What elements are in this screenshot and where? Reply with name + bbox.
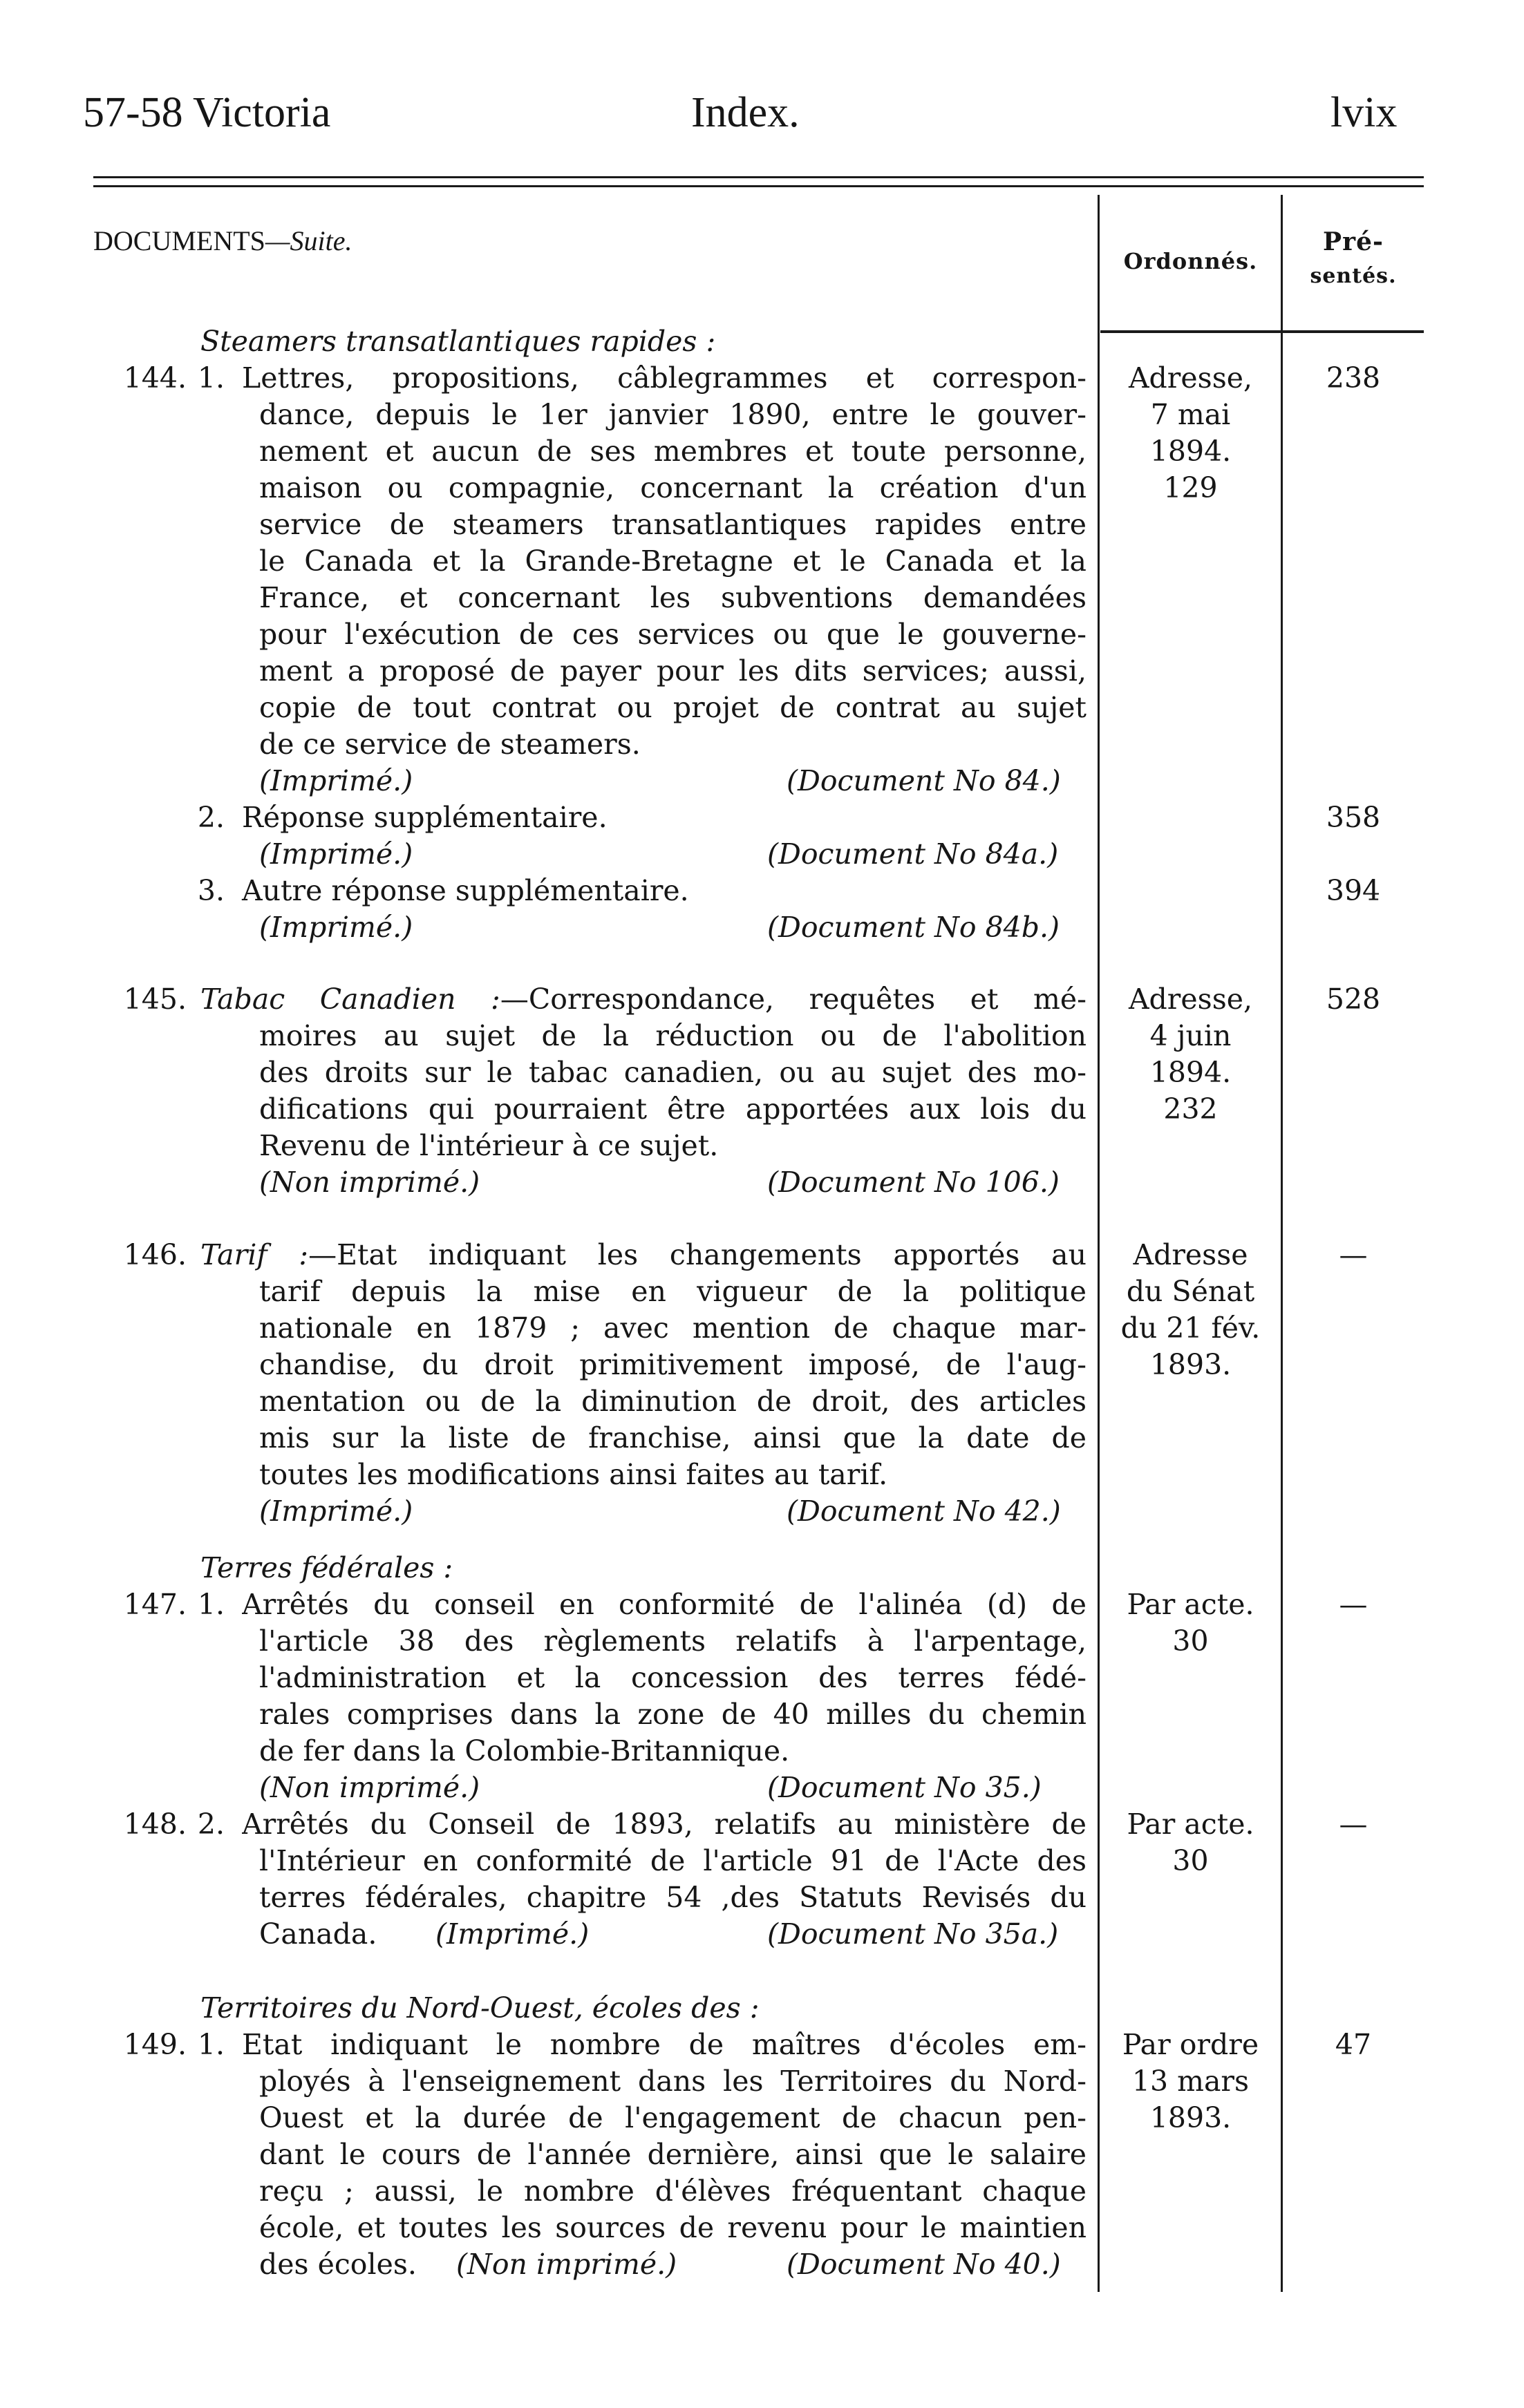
presentes-value: 47 <box>1335 2028 1372 2061</box>
entry-line: des écoles. <box>259 2248 417 2281</box>
entry-line: Revenu de l'intérieur à ce sujet. <box>259 1129 719 1162</box>
entry-line: le Canada et la Grande-Bretagne et le Canada et la <box>259 544 1086 578</box>
entry-number: 144. <box>123 361 187 395</box>
entry-number: 147. <box>123 1588 187 1621</box>
presentes-value: — <box>1339 1808 1368 1841</box>
entry-line: Réponse supplémentaire. <box>242 801 608 834</box>
entry-line: l'administration et la concession des terres fédé- <box>259 1661 1086 1694</box>
entry-line: Etat indiquant le nombre de maîtres d'écoles em- <box>242 2028 1086 2061</box>
entry-line: ployés à l'enseignement dans les Territoires du Nord- <box>259 2065 1086 2098</box>
print-status: (Imprimé.) <box>259 911 413 944</box>
entry-line: Arrêtés du conseil en conformité de l'alinéa (d) de <box>242 1588 1086 1621</box>
entry-line: chandise, du droit primitivement imposé, de l'aug- <box>259 1348 1086 1381</box>
document-reference: (Document No 35.) <box>767 1771 1042 1804</box>
subject-heading: Territoires du Nord-Ouest, écoles des : <box>200 1991 760 2025</box>
document-reference: (Document No 84b.) <box>767 911 1060 944</box>
entry-line: mis sur la liste de franchise, ainsi que la date de <box>259 1421 1086 1454</box>
entry-line: service de steamers transatlantiques rapides entre <box>259 508 1086 541</box>
ordonnes-value: du Sénat <box>1126 1275 1255 1308</box>
entry-line: l'article 38 des règlements relatifs à l'arpentage, <box>259 1624 1086 1658</box>
entry-line: Ouest et la durée de l'engagement de chacun pen- <box>259 2101 1086 2134</box>
entry-number: 145. <box>123 983 187 1016</box>
column-divider-right <box>1281 195 1283 2292</box>
ordonnes-value: Adresse, <box>1128 983 1253 1016</box>
entry-line: Tabac Canadien :—Correspondance, requêtes et mé- <box>200 983 1086 1016</box>
presentes-value: 528 <box>1326 983 1381 1016</box>
print-status: (Non imprimé.) <box>456 2248 677 2281</box>
column-divider-left <box>1098 195 1100 2292</box>
entry-line: moires au sujet de la réduction ou de l'abolition <box>259 1019 1086 1052</box>
subject-heading: Terres fédérales : <box>200 1551 453 1584</box>
entry-sub-number: 1. <box>197 1588 225 1621</box>
entry-line: nement et aucun de ses membres et toute personne, <box>259 435 1086 468</box>
entry-line: copie de tout contrat ou projet de contrat au sujet <box>259 691 1086 724</box>
column-header-presentes-1: Pré- <box>1323 227 1384 256</box>
ordonnes-value: Par acte. <box>1127 1588 1254 1621</box>
running-header-left: 57-58 Victoria <box>83 89 331 136</box>
entry-line: rales comprises dans la zone de 40 milles du chemin <box>259 1698 1086 1731</box>
presentes-value: 238 <box>1326 361 1381 395</box>
ordonnes-value: 7 mai <box>1150 398 1231 431</box>
entry-line: ment a proposé de payer pour les dits services; aussi, <box>259 654 1086 688</box>
document-reference: (Document No 84.) <box>787 764 1061 797</box>
column-header-ordonnes: Ordonnés. <box>1123 248 1258 274</box>
entry-line: Autre réponse supplémentaire. <box>242 874 689 907</box>
column-header-presentes-2: sentés. <box>1310 264 1397 288</box>
ordonnes-value: 1893. <box>1149 1348 1232 1381</box>
section-title: DOCUMENTS—Suite. <box>93 225 352 256</box>
presentes-value: 394 <box>1326 874 1381 907</box>
entry-line: nationale en 1879 ; avec mention de chaque mar- <box>259 1311 1086 1345</box>
presentes-value: — <box>1339 1588 1368 1621</box>
print-status: (Non imprimé.) <box>259 1166 480 1199</box>
entry-sub-number: 3. <box>197 874 225 907</box>
document-reference: (Document No 106.) <box>767 1166 1060 1199</box>
entry-line: pour l'exécution de ces services ou que le gouverne- <box>259 618 1086 651</box>
entry-line: reçu ; aussi, le nombre d'élèves fréquentant chaque <box>259 2174 1086 2208</box>
presentes-value: — <box>1339 1238 1368 1271</box>
entry-line: dant le cours de l'année dernière, ainsi que le salaire <box>259 2138 1086 2171</box>
ordonnes-value: Par ordre <box>1122 2028 1259 2061</box>
document-reference: (Document No 35a.) <box>767 1917 1059 1951</box>
subject-heading: Steamers transatlantiques rapides : <box>200 325 716 358</box>
entry-line: école, et toutes les sources de revenu pour le maintien <box>259 2211 1086 2244</box>
entry-line: des droits sur le tabac canadien, ou au sujet des mo- <box>259 1056 1086 1089</box>
entry-sub-number: 1. <box>197 361 225 395</box>
entry-line: toutes les modifications ainsi faites au tarif. <box>259 1458 888 1491</box>
entry-line: de fer dans la Colombie-Britannique. <box>259 1734 790 1767</box>
ordonnes-value: 232 <box>1163 1092 1218 1126</box>
ordonnes-value: 30 <box>1172 1844 1209 1877</box>
ordonnes-value: du 21 fév. <box>1120 1311 1261 1345</box>
header-rule-top <box>93 176 1424 178</box>
ordonnes-value: 1894. <box>1149 435 1232 468</box>
ordonnes-value: Adresse, <box>1128 361 1253 395</box>
ordonnes-value: 30 <box>1172 1624 1209 1658</box>
print-status: (Non imprimé.) <box>259 1771 480 1804</box>
entry-line: tarif depuis la mise en vigueur de la politique <box>259 1275 1086 1308</box>
entry-number: 149. <box>123 2028 187 2061</box>
entry-line: Tarif :—Etat indiquant les changements apportés au <box>200 1238 1086 1271</box>
print-status: (Imprimé.) <box>259 1495 413 1528</box>
entry-number: 146. <box>123 1238 187 1271</box>
document-reference: (Document No 42.) <box>787 1495 1061 1528</box>
entry-number: 148. <box>123 1808 187 1841</box>
entry-line: France, et concernant les subventions demandées <box>259 581 1086 614</box>
ordonnes-value: Adresse <box>1133 1238 1248 1271</box>
entry-line: difications qui pourraient être apportées aux lois du <box>259 1092 1086 1126</box>
entry-sub-number: 2. <box>197 1808 225 1841</box>
ordonnes-value: 1894. <box>1149 1056 1232 1089</box>
entry-sub-number: 2. <box>197 801 225 834</box>
ordonnes-value: Par acte. <box>1127 1808 1254 1841</box>
ordonnes-value: 13 mars <box>1131 2065 1250 2098</box>
entry-line: Arrêtés du Conseil de 1893, relatifs au ministère de <box>242 1808 1086 1841</box>
entry-sub-number: 1. <box>197 2028 225 2061</box>
presentes-value: 358 <box>1326 801 1381 834</box>
column-header-rule <box>1100 330 1424 333</box>
ordonnes-value: 1893. <box>1149 2101 1232 2134</box>
entry-line: terres fédérales, chapitre 54 ,des Statuts Revisés du <box>259 1881 1086 1914</box>
document-reference: (Document No 84a.) <box>767 837 1059 871</box>
entry-line: Lettres, propositions, câblegrammes et correspon- <box>242 361 1086 395</box>
running-header-title: Index. <box>691 89 800 136</box>
entry-line: maison ou compagnie, concernant la création d'un <box>259 471 1086 504</box>
entry-line: Canada. <box>259 1917 377 1951</box>
entry-line: mentation ou de la diminution de droit, des articles <box>259 1385 1086 1418</box>
entry-line: de ce service de steamers. <box>259 728 641 761</box>
header-rule-bottom <box>93 185 1424 187</box>
print-status: (Imprimé.) <box>259 837 413 871</box>
entry-line: dance, depuis le 1er janvier 1890, entre le gouver- <box>259 398 1086 431</box>
entry-line: l'Intérieur en conformité de l'article 91 de l'Acte des <box>259 1844 1086 1877</box>
document-reference: (Document No 40.) <box>787 2248 1061 2281</box>
print-status: (Imprimé.) <box>435 1917 590 1951</box>
ordonnes-value: 129 <box>1163 471 1218 504</box>
page-number: lvix <box>1330 89 1398 136</box>
ordonnes-value: 4 juin <box>1149 1019 1232 1052</box>
print-status: (Imprimé.) <box>259 764 413 797</box>
